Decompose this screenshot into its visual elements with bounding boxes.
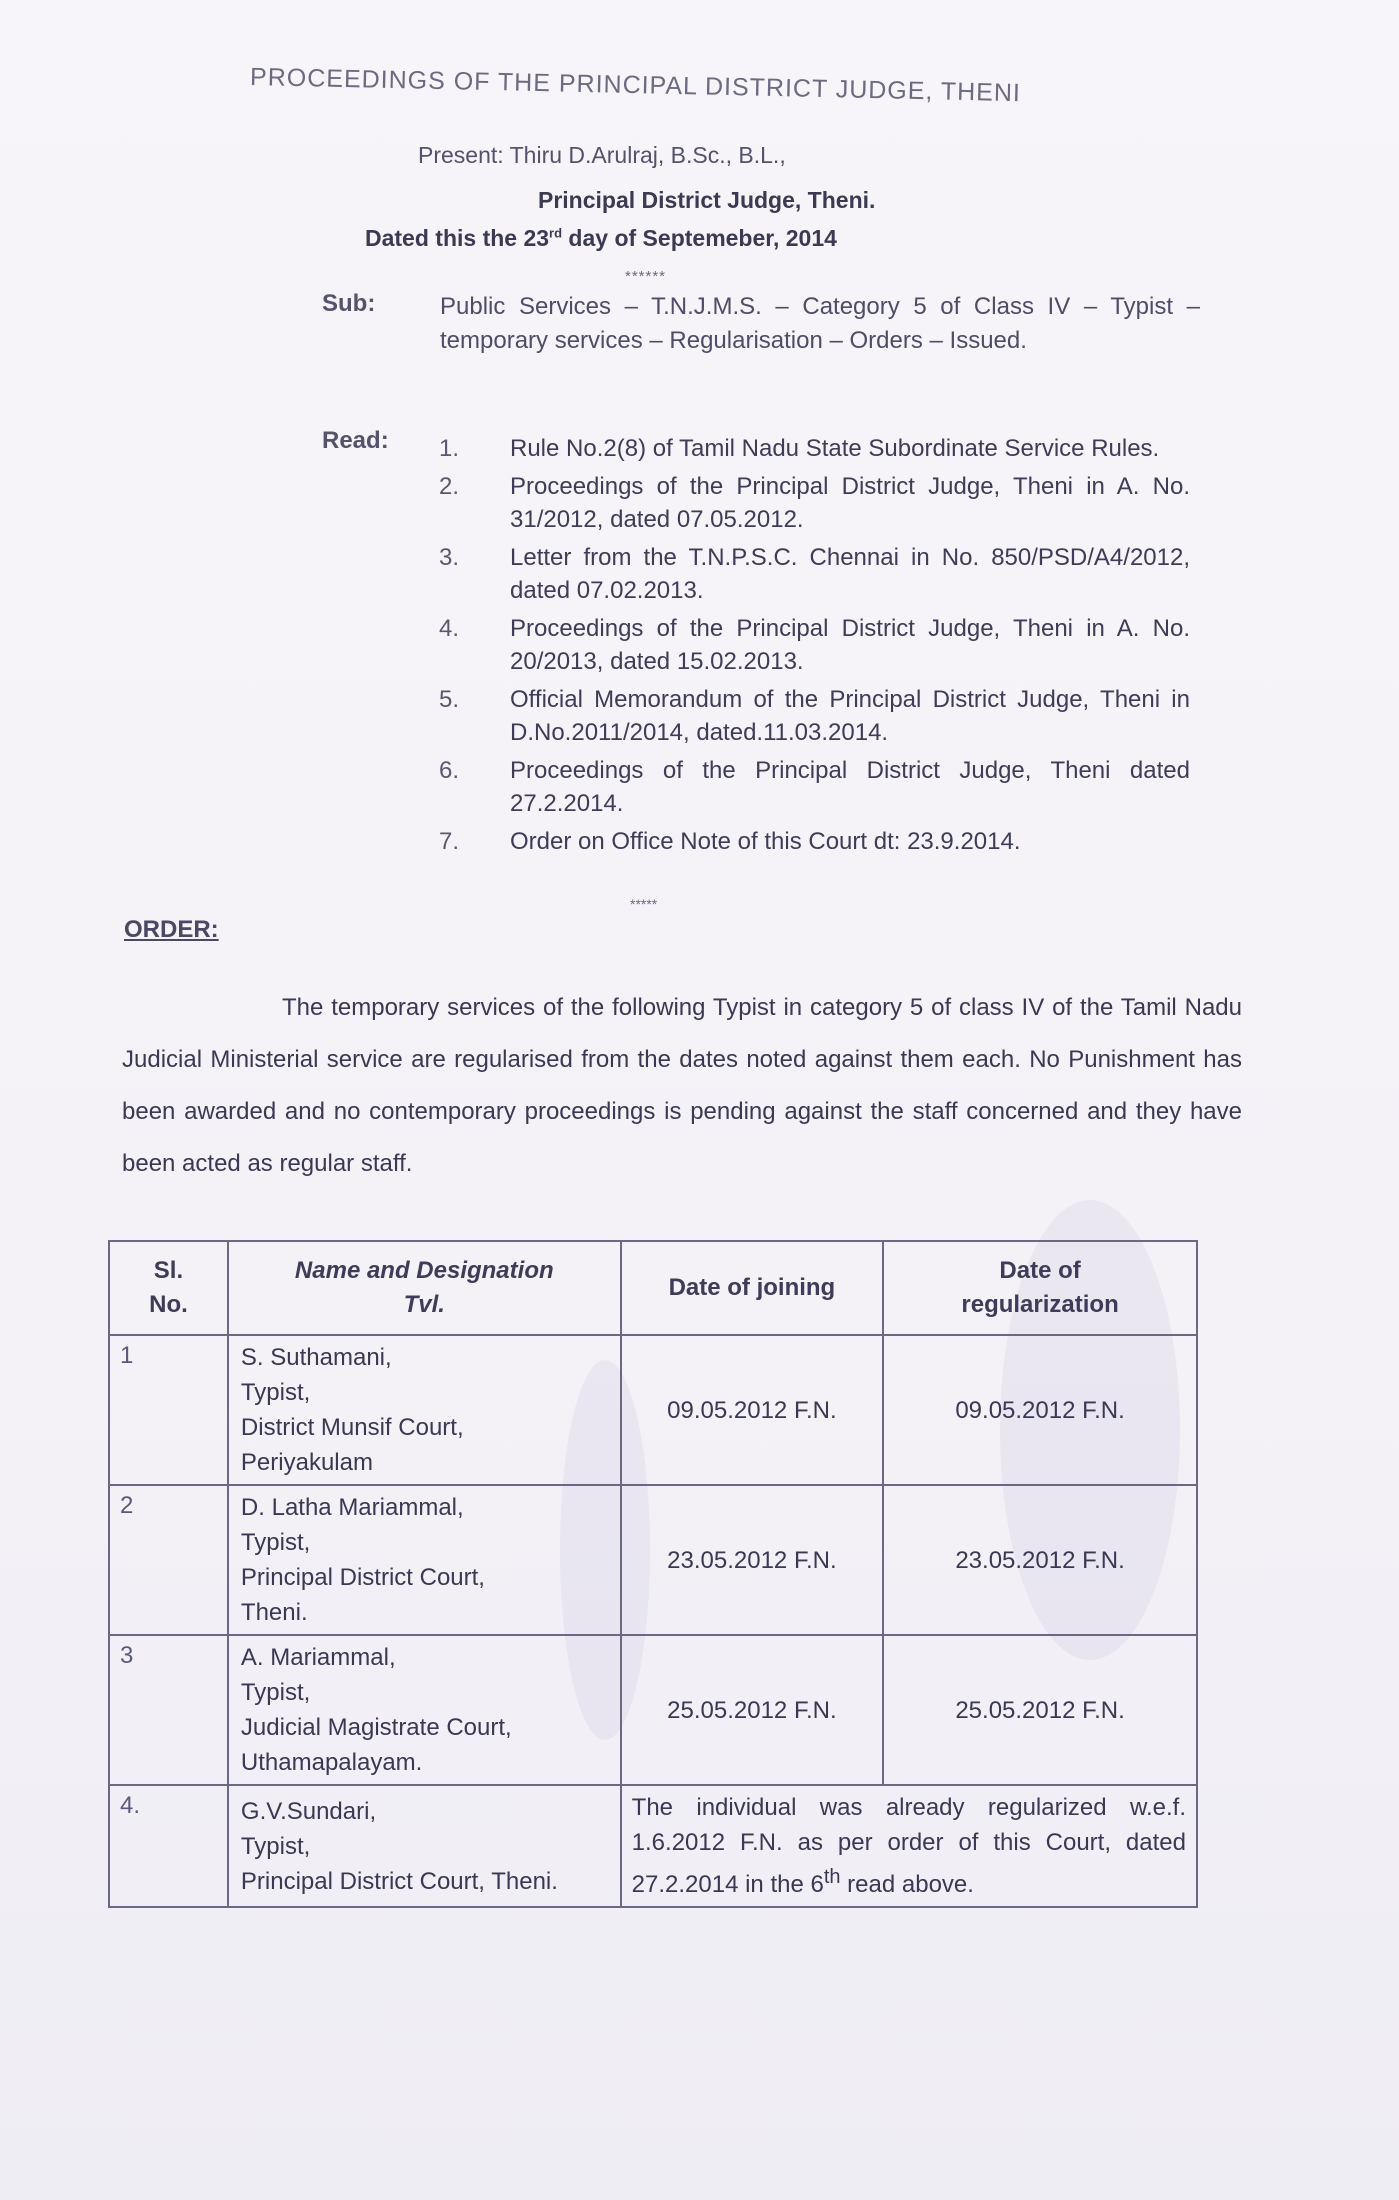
staff-place: Uthamapalayam. xyxy=(240,1749,423,1776)
regularization-note-cell xyxy=(621,1785,1197,1907)
dated-suffix: day of Septemeber, 2014 xyxy=(562,225,837,251)
note-text: read above. xyxy=(840,1871,974,1898)
dated-prefix: Dated this the 23 xyxy=(365,225,550,251)
header-name-designation xyxy=(228,1241,621,1335)
header-text: Date of xyxy=(999,1257,1081,1284)
staff-name: D. Latha Mariammal, xyxy=(240,1494,464,1521)
document-title: PROCEEDINGS OF THE PRINCIPAL DISTRICT JUDGE, THENI xyxy=(249,62,1022,108)
regularization-date-cell: 23.05.2012 F.N. xyxy=(883,1485,1197,1635)
read-item-text: Order on Office Note of this Court dt: 23.9.2014. xyxy=(510,828,1021,855)
sl-cell: 4. xyxy=(109,1785,228,1907)
joining-date-cell: 23.05.2012 F.N. xyxy=(621,1485,883,1635)
read-item-number: 3. xyxy=(439,544,460,571)
subject-text: Public Services – T.N.J.M.S. – Category 5 of Class IV – Typist – temporary services – Regularisation – Orders – Issued. xyxy=(440,293,1200,354)
separator-stars: ****** xyxy=(625,268,667,285)
read-item-number: 4. xyxy=(439,615,460,642)
note-text: The individual was already regularized w.e.f. 1.6.2012 F.N. as per order of this Court, dated 27.2.2014 in the 6 xyxy=(631,1794,1186,1898)
read-item xyxy=(440,612,1190,678)
read-label: Read: xyxy=(322,427,389,454)
joining-date-cell: 09.05.2012 F.N. xyxy=(621,1335,883,1485)
staff-court: Judicial Magistrate Court, xyxy=(240,1714,512,1741)
judge-designation: Principal District Judge, Theni. xyxy=(538,187,876,213)
staff-place: Periyakulam xyxy=(240,1449,373,1476)
table-row xyxy=(109,1335,1197,1485)
name-cell xyxy=(228,1335,621,1485)
read-item xyxy=(440,432,1190,465)
header-text: Sl. xyxy=(153,1257,184,1284)
staff-post: Typist, xyxy=(240,1832,311,1860)
table-header-row xyxy=(109,1241,1197,1335)
present-line: Present: Thiru D.Arulraj, B.Sc., B.L., xyxy=(418,142,786,168)
read-item xyxy=(440,541,1190,607)
name-cell xyxy=(228,1635,621,1785)
read-item-number: 7. xyxy=(439,828,460,855)
header-text: Tvl. xyxy=(403,1291,445,1318)
note-sup: th xyxy=(823,1866,841,1888)
staff-court: Principal District Court, Theni. xyxy=(240,1867,558,1895)
read-item xyxy=(440,825,1190,858)
read-item xyxy=(440,754,1190,820)
table-row xyxy=(109,1785,1197,1907)
read-list xyxy=(440,432,1190,863)
read-item-text: Letter from the T.N.P.S.C. Chennai in No. 850/PSD/A4/2012, dated 07.02.2013. xyxy=(510,544,1190,604)
read-item-number: 2. xyxy=(439,473,460,500)
header-text: No. xyxy=(149,1291,188,1318)
staff-place: Theni. xyxy=(240,1599,308,1626)
sl-cell: 2 xyxy=(109,1485,228,1635)
read-item-text: Proceedings of the Principal District Judge, Theni in A. No. 31/2012, dated 07.05.2012. xyxy=(510,473,1190,533)
dated-suffix-sup: rd xyxy=(549,225,563,241)
subject-label: Sub: xyxy=(322,290,376,317)
staff-post: Typist, xyxy=(240,1679,311,1706)
staff-court: District Munsif Court, xyxy=(240,1414,464,1441)
order-paragraph: The temporary services of the following Typist in category 5 of class IV of the Tamil Nadu Judicial Ministerial service are regularised from the dates noted against them each. No Punishment has been awarded and no contemporary proceedings is pending against the staff concerned and they have been acted as regular staff. xyxy=(122,994,1242,1177)
name-cell xyxy=(228,1485,621,1635)
staff-name: G.V.Sundari, xyxy=(240,1797,377,1825)
staff-post: Typist, xyxy=(240,1529,311,1556)
read-item xyxy=(440,683,1190,749)
separator-stars: ***** xyxy=(630,896,658,912)
staff-name: S. Suthamani, xyxy=(240,1344,392,1371)
read-item-number: 1. xyxy=(439,435,460,462)
read-item-text: Rule No.2(8) of Tamil Nadu State Subordinate Service Rules. xyxy=(510,435,1160,462)
staff-court: Principal District Court, xyxy=(240,1564,485,1591)
sl-cell: 1 xyxy=(109,1335,228,1485)
regularization-date-cell: 09.05.2012 F.N. xyxy=(883,1335,1197,1485)
header-date-regularization xyxy=(883,1241,1197,1335)
staff-name: A. Mariammal, xyxy=(240,1644,396,1671)
table-row xyxy=(109,1635,1197,1785)
header-date-joining: Date of joining xyxy=(621,1241,883,1335)
read-item-number: 5. xyxy=(439,686,460,713)
sl-cell: 3 xyxy=(109,1635,228,1785)
read-item-text: Official Memorandum of the Principal District Judge, Theni in D.No.2011/2014, dated.11.03.2014. xyxy=(510,686,1190,746)
header-sl-no xyxy=(109,1241,228,1335)
regularization-date-cell: 25.05.2012 F.N. xyxy=(883,1635,1197,1785)
order-heading: ORDER: xyxy=(124,916,219,943)
name-cell xyxy=(228,1785,621,1907)
joining-date-cell: 25.05.2012 F.N. xyxy=(621,1635,883,1785)
dated-line xyxy=(365,225,837,252)
read-item-number: 6. xyxy=(439,757,460,784)
staff-post: Typist, xyxy=(240,1379,311,1406)
table-row xyxy=(109,1485,1197,1635)
header-text: regularization xyxy=(961,1291,1119,1318)
read-item-text: Proceedings of the Principal District Judge, Theni in A. No. 20/2013, dated 15.02.2013. xyxy=(510,615,1190,675)
read-item-text: Proceedings of the Principal District Judge, Theni dated 27.2.2014. xyxy=(510,757,1190,817)
read-item xyxy=(440,470,1190,536)
header-text: Name and Designation xyxy=(294,1257,554,1284)
regularisation-table xyxy=(108,1240,1198,1908)
